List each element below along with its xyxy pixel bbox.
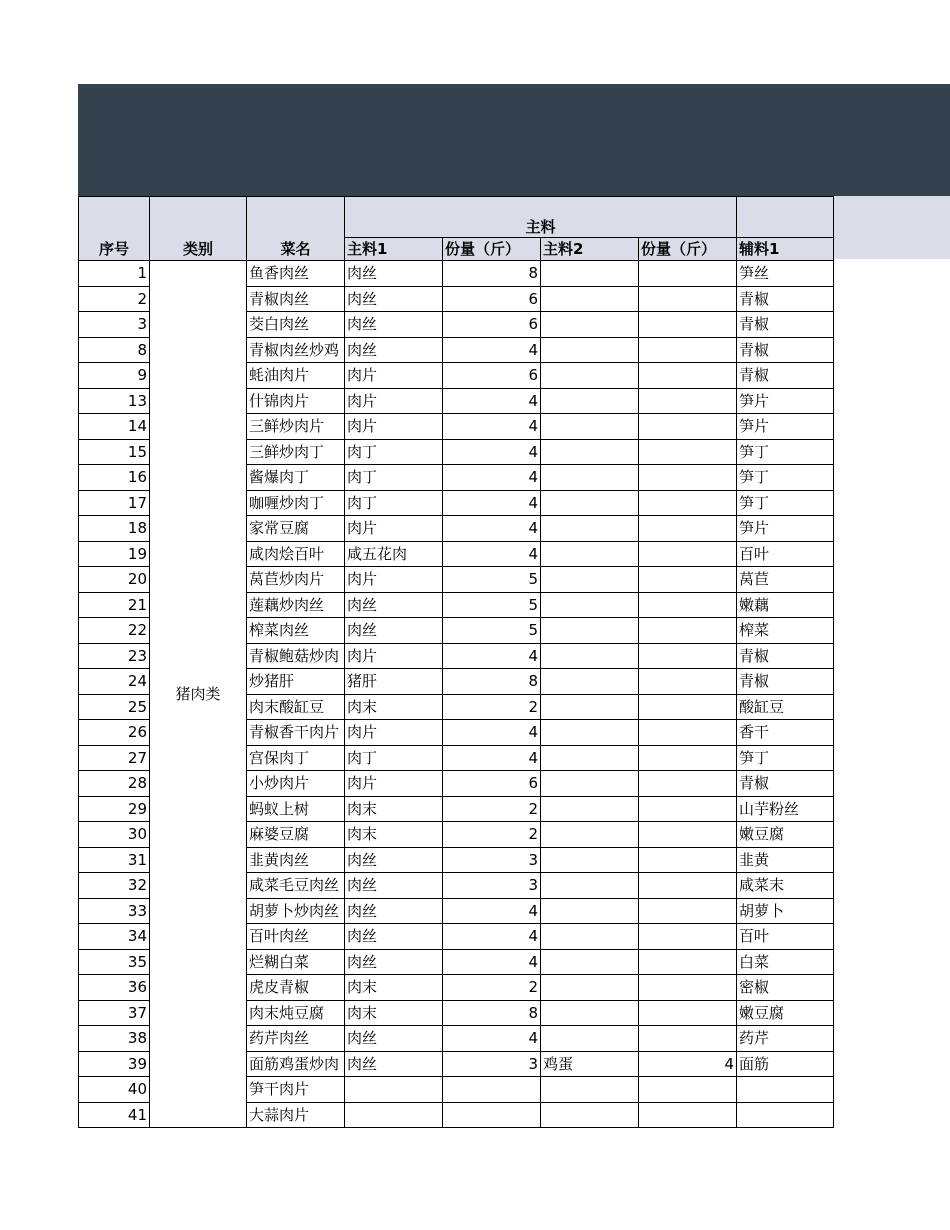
header-band-extension — [833, 196, 950, 259]
cell-seq[interactable]: 22 — [79, 618, 150, 644]
cell-qty2[interactable] — [639, 643, 737, 669]
cell-seq[interactable]: 25 — [79, 694, 150, 720]
cell-qty1[interactable]: 4 — [443, 898, 541, 924]
cell-seq[interactable]: 30 — [79, 822, 150, 848]
cell-main1[interactable]: 肉丝 — [345, 847, 443, 873]
cell-seq[interactable]: 21 — [79, 592, 150, 618]
cell-aux1[interactable]: 笋片 — [737, 414, 834, 440]
cell-qty2[interactable]: 4 — [639, 1051, 737, 1077]
cell-qty1[interactable]: 4 — [443, 541, 541, 567]
cell-main2[interactable] — [541, 337, 639, 363]
cell-qty2[interactable] — [639, 1026, 737, 1052]
cell-main1[interactable]: 肉丝 — [345, 261, 443, 287]
cell-qty1[interactable]: 4 — [443, 465, 541, 491]
cell-seq[interactable]: 32 — [79, 873, 150, 899]
cell-main1[interactable]: 肉丝 — [345, 337, 443, 363]
cell-seq[interactable]: 34 — [79, 924, 150, 950]
cell-seq[interactable]: 8 — [79, 337, 150, 363]
cell-main2[interactable] — [541, 465, 639, 491]
cell-main1[interactable]: 肉片 — [345, 363, 443, 389]
cell-dish[interactable]: 虎皮青椒 — [247, 975, 345, 1001]
cell-dish[interactable]: 青椒肉丝 — [247, 286, 345, 312]
cell-seq[interactable]: 39 — [79, 1051, 150, 1077]
cell-main1[interactable]: 肉末 — [345, 1000, 443, 1026]
cell-qty2[interactable] — [639, 822, 737, 848]
cell-dish[interactable]: 蚝油肉片 — [247, 363, 345, 389]
cell-main1[interactable]: 肉末 — [345, 975, 443, 1001]
cell-aux1[interactable]: 百叶 — [737, 541, 834, 567]
menu-table — [78, 196, 834, 1128]
cell-main1[interactable]: 肉片 — [345, 771, 443, 797]
cell-aux1[interactable]: 青椒 — [737, 312, 834, 338]
cell-qty2[interactable] — [639, 618, 737, 644]
cell-aux1[interactable]: 青椒 — [737, 363, 834, 389]
cell-dish[interactable]: 咸肉烩百叶 — [247, 541, 345, 567]
cell-dish[interactable]: 胡萝卜炒肉丝 — [247, 898, 345, 924]
cell-aux1[interactable]: 莴苣 — [737, 567, 834, 593]
cell-dish[interactable]: 青椒鲍菇炒肉 — [247, 643, 345, 669]
cell-main2[interactable] — [541, 312, 639, 338]
cell-aux1[interactable]: 嫩藕 — [737, 592, 834, 618]
cell-qty1[interactable]: 4 — [443, 1026, 541, 1052]
cell-aux1[interactable]: 嫩豆腐 — [737, 822, 834, 848]
cell-aux1[interactable]: 嫩豆腐 — [737, 1000, 834, 1026]
cell-qty1[interactable]: 8 — [443, 261, 541, 287]
header-main-group[interactable]: 主料 — [345, 197, 737, 238]
cell-qty1[interactable]: 4 — [443, 949, 541, 975]
cell-main2[interactable] — [541, 975, 639, 1001]
cell-aux1[interactable]: 笋丁 — [737, 439, 834, 465]
cell-category[interactable]: 猪肉类 — [150, 261, 247, 1128]
cell-aux1[interactable] — [737, 1077, 834, 1103]
table-row — [79, 261, 834, 287]
cell-main2[interactable] — [541, 541, 639, 567]
cell-dish[interactable]: 百叶肉丝 — [247, 924, 345, 950]
cell-aux1[interactable]: 面筋 — [737, 1051, 834, 1077]
cell-main2[interactable] — [541, 924, 639, 950]
cell-qty2[interactable] — [639, 414, 737, 440]
cell-seq[interactable]: 27 — [79, 745, 150, 771]
cell-seq[interactable]: 16 — [79, 465, 150, 491]
table-body — [79, 261, 834, 1128]
cell-dish[interactable]: 宫保肉丁 — [247, 745, 345, 771]
cell-main2[interactable] — [541, 439, 639, 465]
cell-main2[interactable] — [541, 490, 639, 516]
cell-qty1[interactable]: 4 — [443, 516, 541, 542]
cell-dish[interactable]: 小炒肉片 — [247, 771, 345, 797]
cell-seq[interactable]: 31 — [79, 847, 150, 873]
cell-aux1[interactable]: 香干 — [737, 720, 834, 746]
cell-dish[interactable]: 麻婆豆腐 — [247, 822, 345, 848]
cell-main1[interactable]: 肉丝 — [345, 286, 443, 312]
cell-main2[interactable] — [541, 1102, 639, 1128]
cell-main2[interactable] — [541, 414, 639, 440]
cell-main1[interactable]: 肉片 — [345, 516, 443, 542]
cell-seq[interactable]: 2 — [79, 286, 150, 312]
cell-main2[interactable] — [541, 643, 639, 669]
cell-main2[interactable] — [541, 720, 639, 746]
cell-qty1[interactable]: 4 — [443, 924, 541, 950]
cell-qty2[interactable] — [639, 312, 737, 338]
cell-dish[interactable]: 韭黄肉丝 — [247, 847, 345, 873]
cell-main2[interactable] — [541, 898, 639, 924]
cell-aux1[interactable]: 胡萝卜 — [737, 898, 834, 924]
cell-seq[interactable]: 20 — [79, 567, 150, 593]
cell-aux1[interactable] — [737, 1102, 834, 1128]
cell-seq[interactable]: 18 — [79, 516, 150, 542]
cell-main1[interactable]: 肉丝 — [345, 1026, 443, 1052]
header-aux1[interactable]: 辅料1 — [737, 238, 834, 261]
cell-dish[interactable]: 笋干肉片 — [247, 1077, 345, 1103]
cell-qty2[interactable] — [639, 261, 737, 287]
cell-qty1[interactable]: 6 — [443, 771, 541, 797]
cell-main1[interactable]: 肉末 — [345, 694, 443, 720]
cell-main2[interactable] — [541, 363, 639, 389]
cell-qty2[interactable] — [639, 694, 737, 720]
cell-seq[interactable]: 3 — [79, 312, 150, 338]
cell-seq[interactable]: 28 — [79, 771, 150, 797]
cell-aux1[interactable]: 白菜 — [737, 949, 834, 975]
cell-dish[interactable]: 肉末酸缸豆 — [247, 694, 345, 720]
cell-qty2[interactable] — [639, 1102, 737, 1128]
header-qty1[interactable]: 份量（斤） — [443, 238, 541, 261]
cell-seq[interactable]: 29 — [79, 796, 150, 822]
cell-dish[interactable]: 什锦肉片 — [247, 388, 345, 414]
cell-qty2[interactable] — [639, 745, 737, 771]
cell-qty1[interactable]: 4 — [443, 337, 541, 363]
cell-main2[interactable] — [541, 1026, 639, 1052]
cell-qty1[interactable] — [443, 1102, 541, 1128]
cell-main1[interactable]: 肉末 — [345, 822, 443, 848]
cell-main2[interactable] — [541, 286, 639, 312]
cell-dish[interactable]: 咖喱炒肉丁 — [247, 490, 345, 516]
cell-dish[interactable]: 肉末炖豆腐 — [247, 1000, 345, 1026]
cell-qty2[interactable] — [639, 592, 737, 618]
cell-main1[interactable]: 肉丝 — [345, 924, 443, 950]
cell-dish[interactable]: 烂糊白菜 — [247, 949, 345, 975]
cell-qty1[interactable]: 4 — [443, 439, 541, 465]
cell-qty2[interactable] — [639, 286, 737, 312]
cell-qty1[interactable]: 2 — [443, 975, 541, 1001]
header-main2[interactable]: 主料2 — [541, 238, 639, 261]
cell-seq[interactable]: 9 — [79, 363, 150, 389]
cell-dish[interactable]: 三鲜炒肉丁 — [247, 439, 345, 465]
cell-seq[interactable]: 35 — [79, 949, 150, 975]
cell-main2[interactable] — [541, 847, 639, 873]
cell-seq[interactable]: 19 — [79, 541, 150, 567]
cell-qty1[interactable]: 2 — [443, 796, 541, 822]
cell-main2[interactable] — [541, 1077, 639, 1103]
cell-main2[interactable] — [541, 745, 639, 771]
cell-dish[interactable]: 大蒜肉片 — [247, 1102, 345, 1128]
header-main1[interactable]: 主料1 — [345, 238, 443, 261]
cell-qty2[interactable] — [639, 873, 737, 899]
cell-qty1[interactable]: 4 — [443, 388, 541, 414]
cell-qty1[interactable]: 3 — [443, 873, 541, 899]
cell-qty2[interactable] — [639, 516, 737, 542]
cell-dish[interactable]: 咸菜毛豆肉丝 — [247, 873, 345, 899]
cell-main2[interactable] — [541, 567, 639, 593]
cell-qty1[interactable]: 2 — [443, 694, 541, 720]
cell-main2[interactable] — [541, 796, 639, 822]
title-banner — [78, 84, 950, 196]
cell-qty1[interactable]: 4 — [443, 643, 541, 669]
cell-main2[interactable] — [541, 873, 639, 899]
cell-qty1[interactable]: 8 — [443, 1000, 541, 1026]
cell-qty2[interactable] — [639, 363, 737, 389]
cell-aux1[interactable]: 笋丁 — [737, 465, 834, 491]
cell-main1[interactable]: 肉片 — [345, 567, 443, 593]
header-dish[interactable]: 菜名 — [247, 197, 345, 261]
cell-qty2[interactable] — [639, 1000, 737, 1026]
cell-qty1[interactable]: 6 — [443, 312, 541, 338]
cell-qty1[interactable]: 4 — [443, 490, 541, 516]
cell-main2[interactable] — [541, 669, 639, 695]
cell-aux1[interactable]: 笋片 — [737, 388, 834, 414]
cell-seq[interactable]: 41 — [79, 1102, 150, 1128]
cell-main1[interactable]: 肉片 — [345, 720, 443, 746]
cell-dish[interactable]: 青椒肉丝炒鸡 — [247, 337, 345, 363]
cell-dish[interactable]: 酱爆肉丁 — [247, 465, 345, 491]
cell-main1[interactable]: 咸五花肉 — [345, 541, 443, 567]
cell-main2[interactable] — [541, 771, 639, 797]
cell-qty2[interactable] — [639, 1077, 737, 1103]
header-category[interactable]: 类别 — [150, 197, 247, 261]
cell-qty1[interactable]: 5 — [443, 618, 541, 644]
cell-main1[interactable]: 肉丝 — [345, 898, 443, 924]
cell-main1[interactable] — [345, 1102, 443, 1128]
cell-aux1[interactable]: 咸菜末 — [737, 873, 834, 899]
cell-main1[interactable]: 肉丁 — [345, 490, 443, 516]
cell-dish[interactable]: 炒猪肝 — [247, 669, 345, 695]
cell-main2[interactable] — [541, 1000, 639, 1026]
cell-qty1[interactable]: 3 — [443, 1051, 541, 1077]
cell-qty2[interactable] — [639, 949, 737, 975]
cell-qty2[interactable] — [639, 720, 737, 746]
cell-qty2[interactable] — [639, 669, 737, 695]
cell-seq[interactable]: 17 — [79, 490, 150, 516]
cell-aux1[interactable]: 韭黄 — [737, 847, 834, 873]
cell-qty1[interactable]: 5 — [443, 592, 541, 618]
cell-main1[interactable] — [345, 1077, 443, 1103]
cell-main1[interactable]: 肉丝 — [345, 1051, 443, 1077]
cell-aux1[interactable]: 密椒 — [737, 975, 834, 1001]
cell-seq[interactable]: 15 — [79, 439, 150, 465]
cell-qty1[interactable]: 2 — [443, 822, 541, 848]
cell-main2[interactable] — [541, 516, 639, 542]
cell-qty1[interactable]: 6 — [443, 363, 541, 389]
cell-seq[interactable]: 14 — [79, 414, 150, 440]
cell-qty2[interactable] — [639, 490, 737, 516]
cell-main2[interactable] — [541, 618, 639, 644]
cell-main1[interactable]: 肉丝 — [345, 592, 443, 618]
cell-dish[interactable]: 莴苣炒肉片 — [247, 567, 345, 593]
cell-main1[interactable]: 肉丁 — [345, 745, 443, 771]
cell-main1[interactable]: 肉片 — [345, 414, 443, 440]
cell-qty2[interactable] — [639, 975, 737, 1001]
cell-dish[interactable]: 鱼香肉丝 — [247, 261, 345, 287]
cell-main1[interactable]: 肉丝 — [345, 312, 443, 338]
cell-seq[interactable]: 23 — [79, 643, 150, 669]
cell-qty1[interactable]: 3 — [443, 847, 541, 873]
cell-seq[interactable]: 1 — [79, 261, 150, 287]
cell-aux1[interactable]: 笋丁 — [737, 490, 834, 516]
cell-seq[interactable]: 36 — [79, 975, 150, 1001]
cell-aux1[interactable]: 青椒 — [737, 771, 834, 797]
cell-dish[interactable]: 茭白肉丝 — [247, 312, 345, 338]
cell-main1[interactable]: 肉丝 — [345, 873, 443, 899]
cell-qty2[interactable] — [639, 924, 737, 950]
cell-main1[interactable]: 肉丁 — [345, 439, 443, 465]
header-aux-top[interactable] — [737, 197, 834, 238]
cell-aux1[interactable]: 青椒 — [737, 669, 834, 695]
cell-qty2[interactable] — [639, 337, 737, 363]
cell-main1[interactable]: 猪肝 — [345, 669, 443, 695]
cell-seq[interactable]: 13 — [79, 388, 150, 414]
cell-dish[interactable]: 面筋鸡蛋炒肉 — [247, 1051, 345, 1077]
cell-qty1[interactable]: 4 — [443, 745, 541, 771]
cell-qty2[interactable] — [639, 439, 737, 465]
cell-seq[interactable]: 40 — [79, 1077, 150, 1103]
cell-dish[interactable]: 药芹肉丝 — [247, 1026, 345, 1052]
cell-qty2[interactable] — [639, 541, 737, 567]
cell-dish[interactable]: 三鲜炒肉片 — [247, 414, 345, 440]
cell-main2[interactable] — [541, 592, 639, 618]
cell-qty2[interactable] — [639, 567, 737, 593]
cell-main2[interactable] — [541, 949, 639, 975]
cell-aux1[interactable]: 青椒 — [737, 286, 834, 312]
cell-qty2[interactable] — [639, 771, 737, 797]
cell-seq[interactable]: 26 — [79, 720, 150, 746]
cell-aux1[interactable]: 笋丝 — [737, 261, 834, 287]
cell-dish[interactable]: 青椒香干肉片 — [247, 720, 345, 746]
cell-main1[interactable]: 肉末 — [345, 796, 443, 822]
cell-qty2[interactable] — [639, 847, 737, 873]
cell-aux1[interactable]: 笋片 — [737, 516, 834, 542]
cell-main2[interactable] — [541, 388, 639, 414]
header-seq[interactable]: 序号 — [79, 197, 150, 261]
cell-qty1[interactable]: 5 — [443, 567, 541, 593]
cell-main1[interactable]: 肉片 — [345, 643, 443, 669]
cell-main2[interactable] — [541, 822, 639, 848]
cell-dish[interactable]: 莲藕炒肉丝 — [247, 592, 345, 618]
cell-main1[interactable]: 肉丝 — [345, 618, 443, 644]
cell-main1[interactable]: 肉丁 — [345, 465, 443, 491]
cell-main2[interactable] — [541, 694, 639, 720]
cell-qty1[interactable]: 4 — [443, 720, 541, 746]
cell-qty2[interactable] — [639, 898, 737, 924]
cell-main2[interactable]: 鸡蛋 — [541, 1051, 639, 1077]
cell-aux1[interactable]: 酸缸豆 — [737, 694, 834, 720]
cell-aux1[interactable]: 榨菜 — [737, 618, 834, 644]
cell-dish[interactable]: 榨菜肉丝 — [247, 618, 345, 644]
cell-seq[interactable]: 24 — [79, 669, 150, 695]
cell-seq[interactable]: 37 — [79, 1000, 150, 1026]
cell-qty2[interactable] — [639, 388, 737, 414]
cell-main1[interactable]: 肉片 — [345, 388, 443, 414]
cell-dish[interactable]: 家常豆腐 — [247, 516, 345, 542]
header-qty2[interactable]: 份量（斤） — [639, 238, 737, 261]
cell-qty1[interactable]: 4 — [443, 414, 541, 440]
cell-aux1[interactable]: 青椒 — [737, 337, 834, 363]
cell-qty2[interactable] — [639, 796, 737, 822]
cell-seq[interactable]: 33 — [79, 898, 150, 924]
cell-qty2[interactable] — [639, 465, 737, 491]
cell-aux1[interactable]: 山芋粉丝 — [737, 796, 834, 822]
cell-main2[interactable] — [541, 261, 639, 287]
cell-aux1[interactable]: 青椒 — [737, 643, 834, 669]
cell-qty1[interactable]: 8 — [443, 669, 541, 695]
cell-aux1[interactable]: 笋丁 — [737, 745, 834, 771]
cell-aux1[interactable]: 药芹 — [737, 1026, 834, 1052]
cell-qty1[interactable]: 6 — [443, 286, 541, 312]
cell-main1[interactable]: 肉丝 — [345, 949, 443, 975]
cell-aux1[interactable]: 百叶 — [737, 924, 834, 950]
cell-qty1[interactable] — [443, 1077, 541, 1103]
cell-seq[interactable]: 38 — [79, 1026, 150, 1052]
cell-dish[interactable]: 蚂蚁上树 — [247, 796, 345, 822]
